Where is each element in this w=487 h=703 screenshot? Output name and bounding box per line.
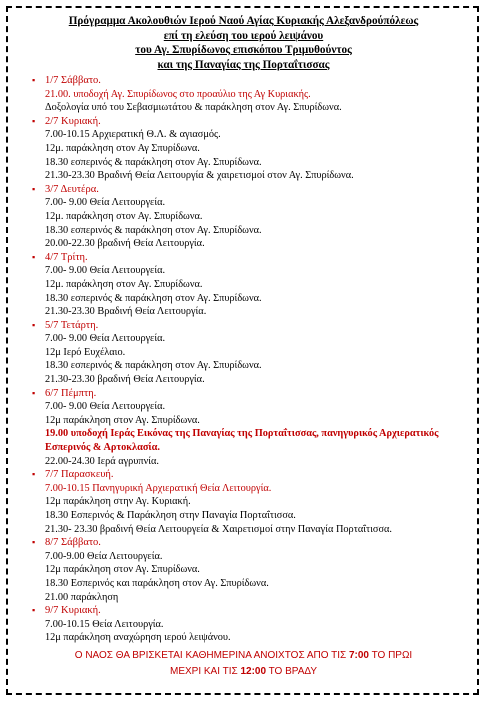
header-line-2: επί τη ελεύση του ιερού λειψάνου	[163, 29, 324, 42]
header-line-4: και της Παναγίας της Πορταΐτισσας	[157, 58, 330, 71]
bullet-icon: ▪	[32, 251, 36, 262]
schedule-day	[32, 319, 480, 387]
footer-text: Ο ΝΑΟΣ ΘΑ ΒΡΙΣΚΕΤΑΙ ΚΑΘΗΜΕΡΙΝΑ ΑΝΟΙΧΤΟΣ ΑΠΟ ΤΙΣ	[74, 650, 349, 661]
schedule-day	[32, 115, 480, 183]
schedule-day	[32, 536, 480, 604]
service-entry: 12μ παράκληση αναχώρηση ιερού λειψάνου.	[45, 632, 231, 644]
service-entry: 7.00- 9.00 Θεία Λειτουργεία.	[45, 197, 166, 209]
bullet-icon: ▪	[32, 183, 36, 194]
document-header	[0, 14, 487, 72]
schedule-day	[32, 74, 480, 115]
service-entry: 18.30 Εσπερινός και παράκληση στον Αγ. Σπυρίδωνα.	[45, 577, 269, 589]
service-entry: 21.30-23.30 βραδινή Θεία Λειτουργία.	[45, 374, 205, 386]
footer-line-1	[0, 648, 487, 664]
schedule-day	[32, 468, 480, 536]
header-line-1: Πρόγραμμα Ακολουθιών Ιερού Ναού Αγίας Κυριακής Αλεξανδρούπόλεως	[68, 15, 419, 27]
bullet-icon: ▪	[32, 115, 36, 126]
bullet-icon: ▪	[32, 387, 36, 398]
service-entry: 20.00-22.30 βραδινή Θεία Λειτουργία.	[45, 238, 205, 250]
service-entry: 12μ. παράκληση στον Αγ Σπυρίδωνα.	[45, 142, 200, 154]
service-entry: 7.00-10.15 Αρχιερατική Θ.Λ. & αγιασμός.	[45, 129, 221, 141]
service-entry: 7.00-9.00 Θεία Λειτουργεία.	[45, 550, 163, 562]
footer-text: ΜΕΧΡΙ ΚΑΙ ΤΙΣ	[169, 666, 241, 677]
service-entry: 7.00-10.15 Θεία Λειτουργία.	[45, 618, 164, 630]
schedule-day	[32, 387, 480, 469]
schedule-day	[32, 604, 480, 645]
service-entry: 18.30 εσπερινός & παράκληση στον Αγ. Σπυρίδωνα.	[45, 292, 262, 304]
day-title: 1/7 Σάββατο.	[45, 75, 101, 86]
day-title: 3/7 Δευτέρα.	[45, 183, 99, 195]
service-entry: 21.30- 23.30 βραδινή Θεία Λειτουργεία & Χαιρετισμοί στην Παναγία Πορταΐτισσα.	[45, 523, 392, 535]
bullet-icon: ▪	[32, 75, 36, 85]
service-entry: 12μ Ιερό Ευχέλαιο.	[45, 346, 126, 358]
opening-hours-notice	[0, 648, 487, 680]
service-entry: 7.00- 9.00 Θεία Λειτουργεία.	[45, 401, 166, 413]
service-entry: 18.30 εσπερινός & παράκληση στον Αγ. Σπυρίδωνα.	[45, 156, 262, 168]
service-entry: 21.00. υποδοχή Αγ. Σπυρίδωνος στο προαύλιο της Αγ Κυριακής.	[45, 88, 311, 100]
day-title: 7/7 Παρασκευή.	[45, 469, 114, 481]
footer-line-2	[0, 664, 487, 680]
service-entry: 12μ. παράκληση στον Αγ. Σπυρίδωνα.	[45, 210, 203, 222]
service-entry: 7.00- 9.00 Θεία Λειτουργεία.	[45, 333, 166, 345]
service-entry: 21.00 παράκληση	[45, 591, 119, 603]
service-entry: 22.00-24.30 Ιερά αγρυπνία.	[45, 455, 159, 467]
service-entry: 18.30 εσπερινός & παράκληση στον Αγ. Σπυρίδωνα.	[45, 224, 262, 236]
bullet-icon: ▪	[32, 319, 36, 330]
service-entry: 21.30-23.30 Βραδινή Θεία Λειτουργία.	[45, 306, 207, 318]
service-entry: 12μ. παράκληση στον Αγ. Σπυρίδωνα.	[45, 278, 203, 290]
day-title: 2/7 Κυριακή.	[45, 115, 101, 127]
service-entry: 18.30 Εσπερινός & Παράκληση στην Παναγία Πορταΐτισσα.	[45, 510, 296, 521]
bullet-icon: ▪	[32, 537, 36, 548]
footer-text: ΤΟ ΠΡΩΙ	[368, 650, 413, 661]
day-title: 5/7 Τετάρτη.	[45, 319, 99, 331]
day-title: 9/7 Κυριακή.	[45, 605, 101, 617]
service-entry: 19.00 υποδοχή Ιεράς Εικόνας της Παναγίας της Πορταΐτισσας, πανηγυρικός Αρχιερατικός Εσπερινός & Αρτοκλασία.	[45, 428, 439, 454]
footer-open-time: 7:00	[348, 650, 369, 661]
service-entry: 7.00-10.15 Πανηγυρική Αρχιερατική Θεία Λειτουργία.	[45, 482, 272, 494]
header-line-3: του Αγ. Σπυρίδωνος επισκόπου Τριμυθούντος	[135, 44, 352, 57]
day-title: 6/7 Πέμπτη.	[45, 387, 97, 399]
day-title: 8/7 Σάββατο.	[45, 537, 101, 549]
service-entry: 18.30 εσπερινός & παράκληση στον Αγ. Σπυρίδωνα.	[45, 360, 262, 372]
bullet-icon: ▪	[32, 469, 36, 480]
footer-text: ΤΟ ΒΡΑΔΥ	[266, 666, 317, 677]
service-entry: 21.30-23.30 Βραδινή Θεία Λειτουργία & χαιρετισμοί στον Αγ. Σπυρίδωνα.	[45, 170, 354, 182]
bullet-icon: ▪	[32, 605, 36, 616]
day-title: 4/7 Τρίτη.	[45, 251, 88, 263]
schedule-list	[32, 74, 480, 645]
service-entry: 7.00- 9.00 Θεία Λειτουργεία.	[45, 265, 166, 277]
schedule-day	[32, 183, 480, 251]
service-entry: 12μ παράκληση στην Αγ. Κυριακή.	[45, 496, 191, 508]
schedule-day	[32, 251, 480, 319]
footer-close-time: 12:00	[240, 666, 267, 677]
service-entry: Δοξολογία υπό του Σεβασμιωτάτου & παράκληση στον Αγ. Σπυρίδωνα.	[45, 102, 342, 114]
service-entry: 12μ παράκληση στον Αγ. Σπυρίδωνα.	[45, 564, 200, 576]
service-entry: 12μ παράκληση στον Αγ. Σπυρίδωνα.	[45, 414, 200, 426]
